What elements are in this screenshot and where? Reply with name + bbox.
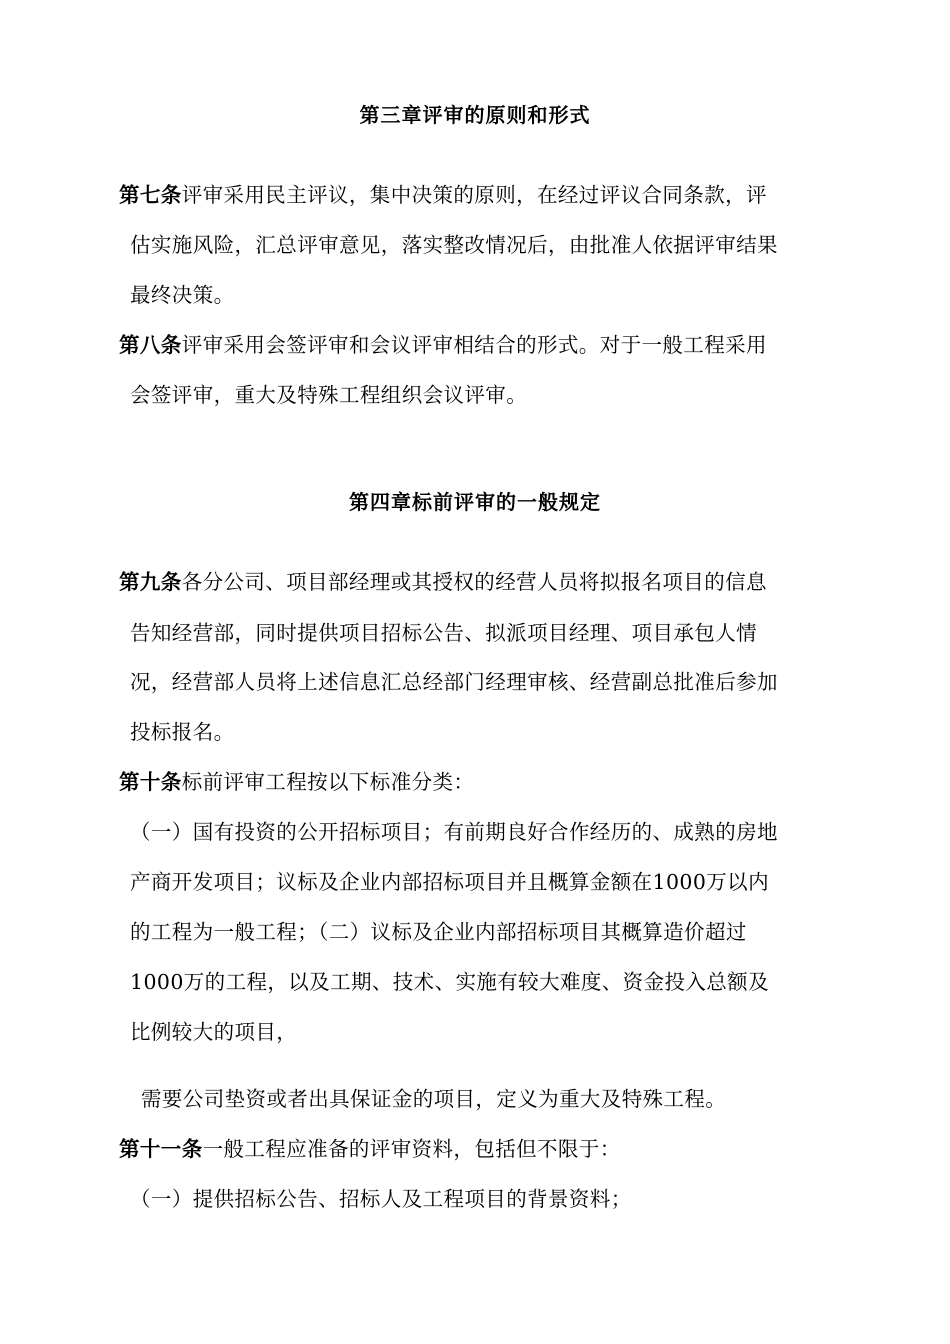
article-9-text-line-1: 各分公司、项目部经理或其授权的经营人员将拟报名项目的信息 (181, 570, 767, 594)
article-10-label: 第十条 (119, 770, 182, 794)
article-11 (119, 1135, 621, 1163)
article-8-text-line-2: 会签评审，重大及特殊工程组织会议评审。 (130, 383, 528, 407)
article-11-label: 第十一条 (119, 1137, 203, 1161)
article-7-text-line-3: 最终决策。 (130, 283, 235, 307)
article-10-text-line-1: 标前评审工程按以下标准分类： (181, 770, 475, 794)
article-7-text-line-1: 评审采用民主评议，集中决策的原则，在经过评议合同条款，评 (181, 183, 767, 207)
article-8-label: 第八条 (119, 333, 182, 357)
article-9-text-line-3: 况，经营部人员将上述信息汇总经部门经理审核、经营副总批准后参加 (130, 670, 778, 694)
article-7-label: 第七条 (119, 183, 182, 207)
article-11-text-line-1: 一般工程应准备的评审资料，包括但不限于： (202, 1137, 621, 1161)
article-9 (119, 568, 767, 596)
article-10-paragraph-2: 需要公司垫资或者出具保证金的项目，定义为重大及特殊工程。 (141, 1087, 727, 1111)
article-8 (119, 331, 767, 359)
article-10-item-line-2: 产商开发项目；议标及企业内部招标项目并且概算金额在1000万以内 (130, 870, 769, 894)
article-10-item-line-3: 的工程为一般工程；（二）议标及企业内部招标项目其概算造价超过 (130, 920, 747, 944)
chapter-3-heading: 第三章评审的原则和形式 (359, 103, 591, 127)
article-10-item-line-5: 比例较大的项目， (130, 1020, 298, 1044)
article-10-item-line-1: （一）国有投资的公开招标项目；有前期良好合作经历的、成熟的房地 (130, 820, 778, 844)
article-10-item-line-4: 1000万的工程，以及工期、技术、实施有较大难度、资金投入总额及 (130, 970, 769, 994)
article-9-text-line-2: 告知经营部，同时提供项目招标公告、拟派项目经理、项目承包人情 (130, 621, 757, 645)
chapter-4-heading: 第四章标前评审的一般规定 (349, 490, 601, 514)
article-11-item-1: （一）提供招标公告、招标人及工程项目的背景资料； (130, 1187, 632, 1211)
article-10 (119, 768, 474, 796)
article-9-label: 第九条 (119, 570, 182, 594)
article-9-text-line-4: 投标报名。 (130, 720, 235, 744)
article-7-text-line-2: 估实施风险，汇总评审意见，落实整改情况后，由批准人依据评审结果 (130, 233, 778, 257)
article-8-text-line-1: 评审采用会签评审和会议评审相结合的形式。对于一般工程采用 (181, 333, 767, 357)
article-7 (119, 181, 827, 209)
